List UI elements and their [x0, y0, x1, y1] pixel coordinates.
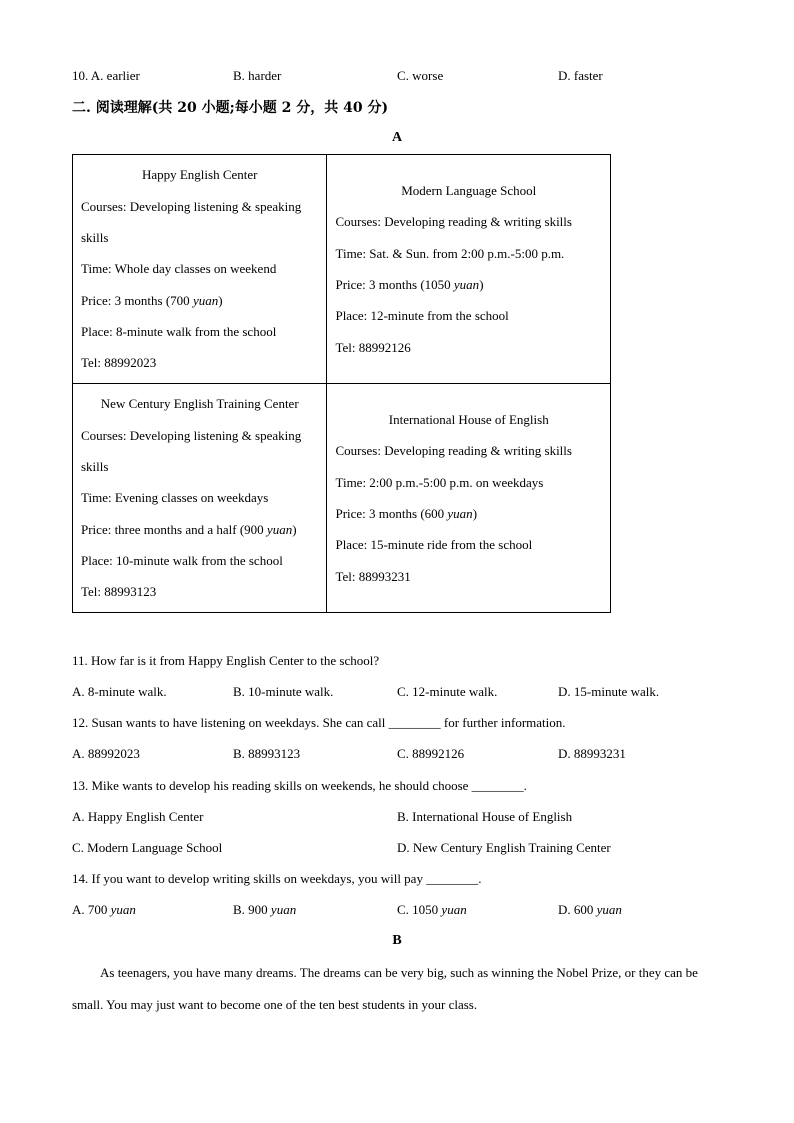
ad-international-house [327, 384, 611, 613]
ad-courses: Courses: Developing reading & writing skills [335, 443, 572, 459]
passage-b-title: B [392, 933, 402, 948]
ad-happy-english-center [73, 155, 327, 384]
q10-option-a[interactable]: 10. A. earlier [72, 68, 140, 83]
q13-option-d[interactable]: D. New Century English Training Center [397, 840, 611, 855]
ad-price: Price: 3 months (600 yuan) [335, 506, 478, 521]
ad-courses-cont: skills [81, 459, 109, 475]
ad-time: Time: 2:00 p.m.-5:00 p.m. on weekdays [335, 474, 544, 490]
ad-place: Place: 12-minute from the school [335, 308, 509, 324]
q11-options [72, 684, 712, 704]
section-heading: 二. 阅读理解(共 20 小题;每小题 2 分，共 40 分) [72, 100, 389, 116]
ad-courses: Courses: Developing listening & speaking [81, 427, 302, 443]
q11-stem: 11. How far is it from Happy English Center to the school? [72, 653, 380, 668]
ad-name: New Century English Training Center [100, 396, 299, 412]
ad-price: Price: 3 months (700 yuan) [81, 292, 223, 308]
q12-option-d[interactable]: D. 88993231 [558, 746, 626, 761]
ad-price: Price: 3 months (1050 yuan) [335, 277, 484, 292]
ad-name: Happy English Center [141, 167, 258, 183]
q10-option-d[interactable]: D. faster [558, 68, 603, 83]
q14-option-c[interactable]: C. 1050 yuan [397, 902, 467, 917]
q13-option-c[interactable]: C. Modern Language School [72, 840, 223, 855]
q12-stem: 12. Susan wants to have listening on weekdays. She can call ________ for further information. [72, 715, 566, 730]
q13-stem: 13. Mike wants to develop his reading skills on weekends, he should choose ________. [72, 778, 527, 793]
ad-new-century-center [73, 384, 327, 613]
q10-option-b[interactable]: B. harder [233, 68, 282, 83]
ad-tel: Tel: 88992126 [335, 339, 411, 355]
ad-tel: Tel: 88993123 [81, 584, 157, 600]
q14-options [72, 902, 712, 922]
q14-stem: 14. If you want to develop writing skills on weekdays, you will pay ________. [72, 871, 482, 886]
passage-a-title: A [391, 130, 403, 145]
ad-modern-language-school [327, 155, 611, 384]
q11-option-b[interactable]: B. 10-minute walk. [233, 684, 334, 699]
q14-option-d[interactable]: D. 600 yuan [558, 902, 622, 917]
ad-courses-cont: skills [81, 230, 109, 246]
ad-name: International House of English [388, 412, 549, 428]
ad-name: Modern Language School [401, 183, 537, 199]
passage-b-text: As teenagers, you have many dreams. The dreams can be very big, such as winning the Nobel Prize, or they can be small. You may just want to become one of the ten best students in your class. [72, 965, 698, 1012]
ad-time: Time: Sat. & Sun. from 2:00 p.m.-5:00 p.m. [335, 245, 565, 261]
ad-tel: Tel: 88992023 [81, 355, 157, 371]
q13-options-row2 [72, 840, 712, 860]
ads-table [72, 154, 611, 613]
ad-place: Place: 10-minute walk from the school [81, 552, 283, 568]
q14-option-b[interactable]: B. 900 yuan [233, 902, 297, 917]
q12-option-b[interactable]: B. 88993123 [233, 746, 301, 761]
ad-courses: Courses: Developing reading & writing skills [335, 214, 572, 230]
q13-option-b[interactable]: B. International House of English [397, 809, 573, 824]
ad-courses: Courses: Developing listening & speaking [81, 198, 302, 214]
q10-option-c[interactable]: C. worse [397, 68, 444, 83]
ad-place: Place: 15-minute ride from the school [335, 537, 533, 553]
q12-option-a[interactable]: A. 88992023 [72, 746, 140, 761]
q13-options-row1 [72, 809, 712, 829]
ad-time: Time: Evening classes on weekdays [81, 490, 269, 506]
q12-options [72, 746, 712, 766]
ad-place: Place: 8-minute walk from the school [81, 323, 277, 339]
q13-option-a[interactable]: A. Happy English Center [72, 809, 204, 824]
q14-option-a[interactable]: A. 700 yuan [72, 902, 136, 917]
q12-option-c[interactable]: C. 88992126 [397, 746, 465, 761]
q11-option-c[interactable]: C. 12-minute walk. [397, 684, 498, 699]
q10-options [72, 68, 712, 88]
ad-tel: Tel: 88993231 [335, 568, 411, 584]
q11-option-d[interactable]: D. 15-minute walk. [558, 684, 660, 699]
ad-price: Price: three months and a half (900 yuan) [81, 521, 297, 537]
ad-time: Time: Whole day classes on weekend [81, 261, 277, 277]
q11-option-a[interactable]: A. 8-minute walk. [72, 684, 167, 699]
